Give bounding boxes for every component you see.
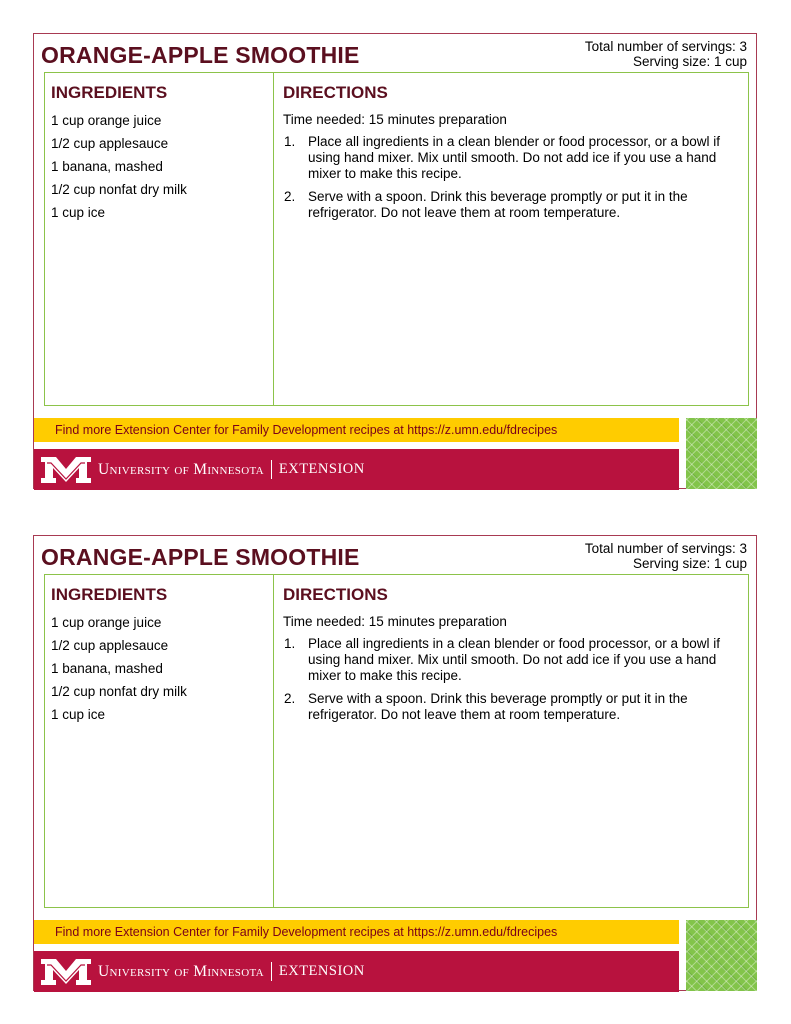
directions-steps: [283, 134, 740, 228]
recipe-content-box: [44, 574, 749, 908]
ingredients-column: [45, 73, 274, 405]
ingredient-item: 1/2 cup nonfat dry milk: [51, 182, 187, 197]
umn-m-logo-icon: [39, 956, 93, 988]
recipe-card: [33, 33, 757, 489]
ingredients-list: [51, 113, 187, 228]
ingredients-list: [51, 615, 187, 730]
recipes-link-bar: [34, 920, 679, 944]
step-number: 1.: [284, 636, 296, 651]
green-pattern-tile: [686, 418, 757, 489]
direction-step: [283, 636, 740, 684]
green-pattern-tile: [686, 920, 757, 991]
time-needed: Time needed: 15 minutes preparation: [283, 112, 507, 127]
ingredient-item: 1/2 cup nonfat dry milk: [51, 684, 187, 699]
recipes-link-text[interactable]: Find more Extension Center for Family Development recipes at https://z.umn.edu/fdrecipes: [55, 925, 558, 939]
ingredient-item: 1/2 cup applesauce: [51, 638, 169, 653]
serving-size: Serving size: 1 cup: [632, 54, 747, 69]
step-text: Serve with a spoon. Drink this beverage promptly or put it in the refrigerator. Do not leave them at room temperature.: [308, 189, 688, 220]
direction-step: [283, 189, 740, 221]
wordmark-divider: [271, 962, 272, 981]
ingredients-column: [45, 575, 274, 907]
ingredient-item: 1 cup orange juice: [51, 615, 162, 630]
step-number: 2.: [284, 189, 296, 204]
recipes-link-text[interactable]: Find more Extension Center for Family Development recipes at https://z.umn.edu/fdrecipes: [55, 423, 558, 437]
wordmark-divider: [271, 460, 272, 479]
university-banner: [34, 449, 679, 490]
step-text: Place all ingredients in a clean blender or food processor, or a bowl if using hand mixer. Mix until smooth. Do not add ice if you use a hand mixer to make this recipe.: [308, 636, 720, 683]
servings-info: [585, 39, 747, 69]
total-servings: Total number of servings: 3: [584, 39, 747, 54]
directions-column: [273, 73, 748, 405]
recipe-title: ORANGE-APPLE SMOOTHIE: [41, 42, 360, 68]
ingredient-item: 1 banana, mashed: [51, 159, 163, 174]
ingredient-item: 1 banana, mashed: [51, 661, 163, 676]
serving-size: Serving size: 1 cup: [632, 556, 747, 571]
ingredients-heading: INGREDIENTS: [51, 83, 168, 102]
umn-m-logo-icon: [39, 454, 93, 486]
university-name: University of Minnesota: [98, 962, 264, 980]
ingredients-heading: INGREDIENTS: [51, 585, 168, 604]
extension-label: EXTENSION: [278, 963, 365, 979]
extension-label: EXTENSION: [278, 461, 365, 477]
university-wordmark: [98, 460, 365, 479]
university-banner: [34, 951, 679, 992]
university-wordmark: [98, 962, 365, 981]
recipes-link-bar: [34, 418, 679, 442]
recipe-title: ORANGE-APPLE SMOOTHIE: [41, 544, 360, 570]
total-servings: Total number of servings: 3: [584, 541, 747, 556]
ingredient-item: 1 cup orange juice: [51, 113, 162, 128]
ingredient-item: 1 cup ice: [51, 205, 106, 220]
direction-step: [283, 134, 740, 182]
directions-steps: [283, 636, 740, 730]
time-needed: Time needed: 15 minutes preparation: [283, 614, 507, 629]
step-text: Serve with a spoon. Drink this beverage promptly or put it in the refrigerator. Do not leave them at room temperature.: [308, 691, 688, 722]
directions-column: [273, 575, 748, 907]
directions-heading: DIRECTIONS: [283, 585, 388, 604]
recipe-content-box: [44, 72, 749, 406]
step-number: 1.: [284, 134, 296, 149]
servings-info: [585, 541, 747, 571]
recipe-card: [33, 535, 757, 991]
ingredient-item: 1/2 cup applesauce: [51, 136, 169, 151]
step-text: Place all ingredients in a clean blender or food processor, or a bowl if using hand mixer. Mix until smooth. Do not add ice if you use a hand mixer to make this recipe.: [308, 134, 720, 181]
ingredient-item: 1 cup ice: [51, 707, 106, 722]
directions-heading: DIRECTIONS: [283, 83, 388, 102]
direction-step: [283, 691, 740, 723]
university-name: University of Minnesota: [98, 460, 264, 478]
step-number: 2.: [284, 691, 296, 706]
